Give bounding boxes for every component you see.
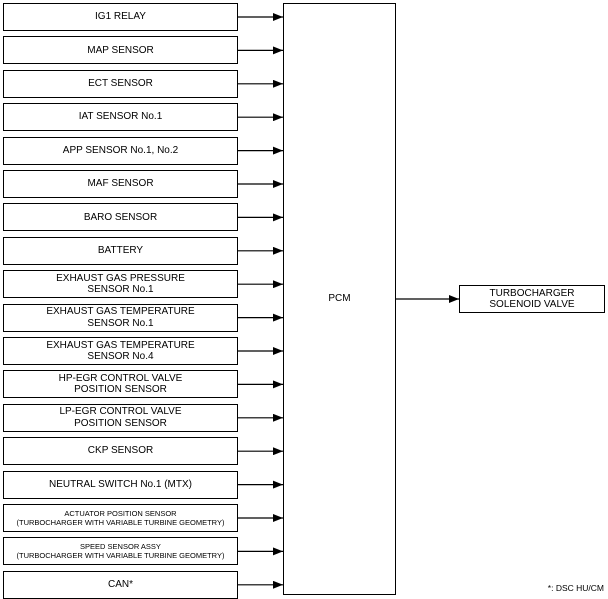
input-block: [3, 304, 238, 332]
input-block: [3, 504, 238, 532]
input-block: [3, 237, 238, 265]
input-label: EXHAUST GAS PRESSURE SENSOR No.1: [56, 272, 185, 296]
input-label: CAN*: [107, 579, 133, 591]
input-block: [3, 571, 238, 599]
input-block: [3, 270, 238, 298]
footnote: *: DSC HU/CM: [547, 583, 604, 593]
input-block: [3, 70, 238, 98]
input-block: [3, 170, 238, 198]
input-block: [3, 3, 238, 31]
input-block: [3, 471, 238, 499]
input-label: BARO SENSOR: [83, 211, 158, 223]
input-label: HP-EGR CONTROL VALVE POSITION SENSOR: [58, 372, 183, 396]
input-block: [3, 437, 238, 465]
input-label: IAT SENSOR No.1: [78, 111, 163, 123]
input-label: EXHAUST GAS TEMPERATURE SENSOR No.4: [46, 339, 195, 362]
pcm-label: PCM: [328, 293, 351, 305]
turbocharger-solenoid-valve-block: [459, 285, 605, 313]
input-block: [3, 203, 238, 231]
input-label: APP SENSOR No.1, No.2: [62, 144, 179, 156]
input-block: [3, 370, 238, 398]
input-label: BATTERY: [97, 245, 144, 257]
input-block: [3, 537, 238, 565]
input-label: ECT SENSOR: [88, 78, 153, 90]
input-label: LP-EGR CONTROL VALVE POSITION SENSOR: [59, 406, 182, 429]
input-block: [3, 103, 238, 131]
input-label: MAP SENSOR: [87, 44, 154, 56]
input-label: CKP SENSOR: [87, 445, 154, 457]
input-block: [3, 137, 238, 165]
input-label: SPEED SENSOR ASSY (TURBOCHARGER WITH VARIABLE TURBINE GEOMETRY): [16, 542, 225, 561]
output-label: TURBOCHARGER SOLENOID VALVE: [489, 287, 575, 310]
input-label: IG1 RELAY: [95, 11, 146, 23]
input-label: ACTUATOR POSITION SENSOR (TURBOCHARGER WITH VARIABLE TURBINE GEOMETRY): [16, 509, 225, 527]
input-block: [3, 404, 238, 432]
pcm-block: [283, 3, 396, 595]
input-block: [3, 337, 238, 365]
input-label: EXHAUST GAS TEMPERATURE SENSOR No.1: [46, 306, 195, 329]
input-label: NEUTRAL SWITCH No.1 (MTX): [49, 478, 192, 490]
input-block: [3, 36, 238, 64]
input-label: MAF SENSOR: [87, 178, 154, 190]
